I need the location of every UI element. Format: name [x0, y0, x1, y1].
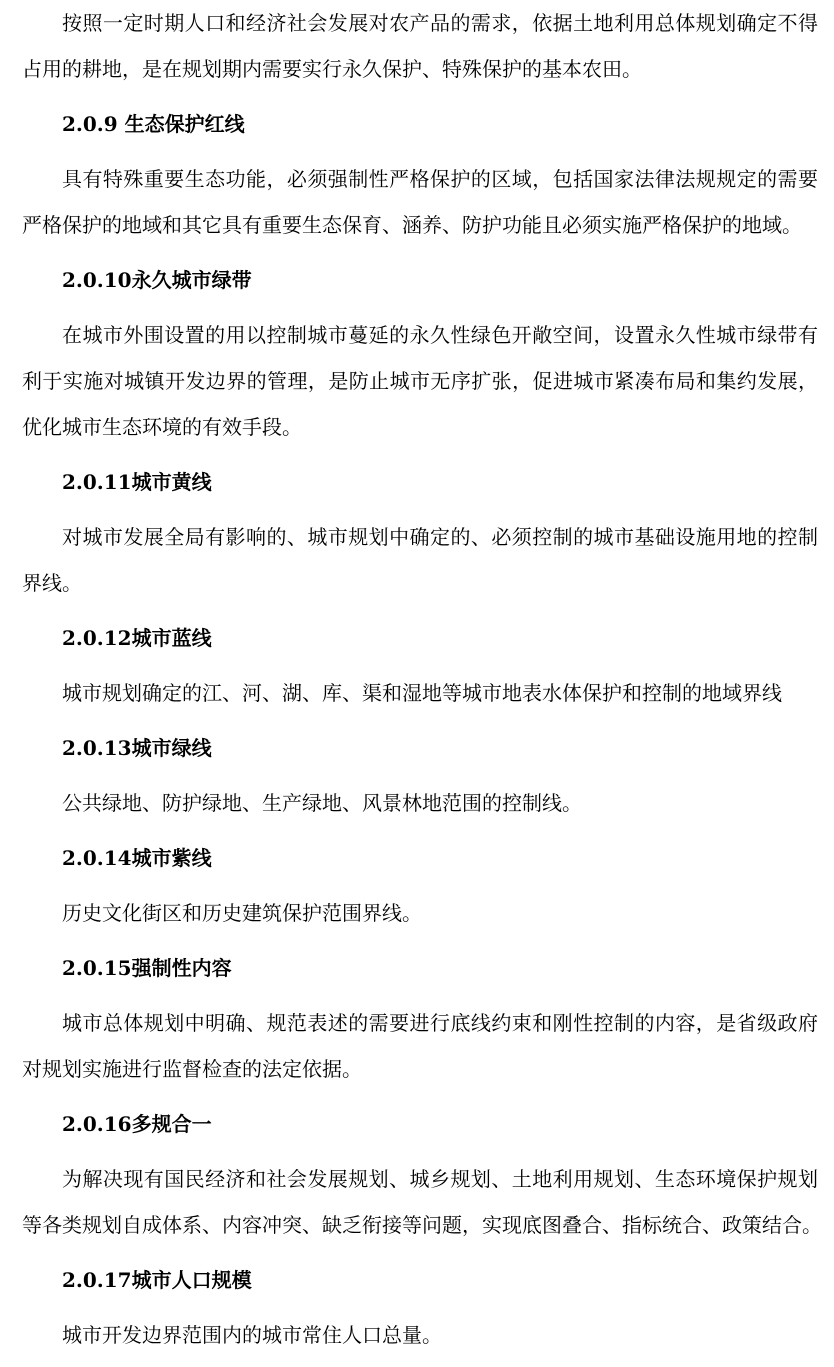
document-body: [22, 0, 822, 1367]
paragraph: [22, 312, 818, 450]
paragraph-line: 公共绿地、防护绿地、生产绿地、风景林地范围的控制线。: [62, 791, 582, 815]
paragraph-line: 城市规划确定的江、河、湖、库、渠和湿地等城市地表水体保护和控制的地域界线: [62, 681, 782, 705]
heading-text: 2.0.9 生态保护红线: [62, 112, 245, 136]
paragraph: [22, 1156, 822, 1248]
paragraph: [22, 780, 818, 826]
section-heading: [22, 101, 818, 147]
paragraph-line: 历史文化街区和历史建筑保护范围界线。: [62, 901, 422, 925]
paragraph-line: 城市总体规划中明确、规范表述的需要进行底线约束和刚性控制的内容，是省级政府: [62, 1011, 818, 1035]
paragraph-line: 占用的耕地，是在规划期内需要实行永久保护、特殊保护的基本农田。: [22, 57, 642, 81]
section-heading: [22, 257, 818, 303]
heading-text: 2.0.10永久城市绿带: [62, 268, 252, 292]
paragraph-line: 界线。: [22, 571, 82, 595]
heading-text: 2.0.17城市人口规模: [62, 1268, 252, 1292]
paragraph: [22, 514, 818, 606]
paragraph: [22, 0, 818, 92]
paragraph-line: 城市开发边界范围内的城市常住人口总量。: [62, 1323, 442, 1347]
heading-text: 2.0.11城市黄线: [62, 470, 212, 494]
section-heading: [22, 459, 818, 505]
paragraph: [22, 1312, 818, 1358]
paragraph-line: 对规划实施进行监督检查的法定依据。: [22, 1057, 362, 1081]
section-heading: [22, 1257, 818, 1303]
paragraph: [22, 890, 818, 936]
paragraph-line: 具有特殊重要生态功能，必须强制性严格保护的区域，包括国家法律法规规定的需要: [62, 167, 818, 191]
section-heading: [22, 945, 818, 991]
section-heading: [22, 725, 818, 771]
paragraph-line: 优化城市生态环境的有效手段。: [22, 415, 302, 439]
paragraph-line: 按照一定时期人口和经济社会发展对农产品的需求，依据土地利用总体规划确定不得: [62, 11, 818, 35]
paragraph: [22, 156, 818, 248]
paragraph-line: 在城市外围设置的用以控制城市蔓延的永久性绿色开敞空间，设置永久性城市绿带有: [62, 323, 818, 347]
paragraph-line: 严格保护的地域和其它具有重要生态保育、涵养、防护功能且必须实施严格保护的地域。: [22, 213, 802, 237]
heading-text: 2.0.16多规合一: [62, 1112, 212, 1136]
paragraph: [22, 1000, 818, 1092]
paragraph-line: 利于实施对城镇开发边界的管理，是防止城市无序扩张，促进城市紧凑布局和集约发展，: [22, 369, 818, 393]
section-heading: [22, 615, 818, 661]
section-heading: [22, 1101, 818, 1147]
heading-text: 2.0.15强制性内容: [62, 956, 232, 980]
heading-text: 2.0.13城市绿线: [62, 736, 212, 760]
paragraph-line: 等各类规划自成体系、内容冲突、缺乏衔接等问题，实现底图叠合、指标统合、政策结合。: [22, 1213, 822, 1237]
paragraph: [22, 670, 818, 716]
heading-text: 2.0.14城市紫线: [62, 846, 212, 870]
paragraph-line: 为解决现有国民经济和社会发展规划、城乡规划、土地利用规划、生态环境保护规划: [62, 1167, 818, 1191]
heading-text: 2.0.12城市蓝线: [62, 626, 212, 650]
section-heading: [22, 835, 818, 881]
paragraph-line: 对城市发展全局有影响的、城市规划中确定的、必须控制的城市基础设施用地的控制: [62, 525, 818, 549]
